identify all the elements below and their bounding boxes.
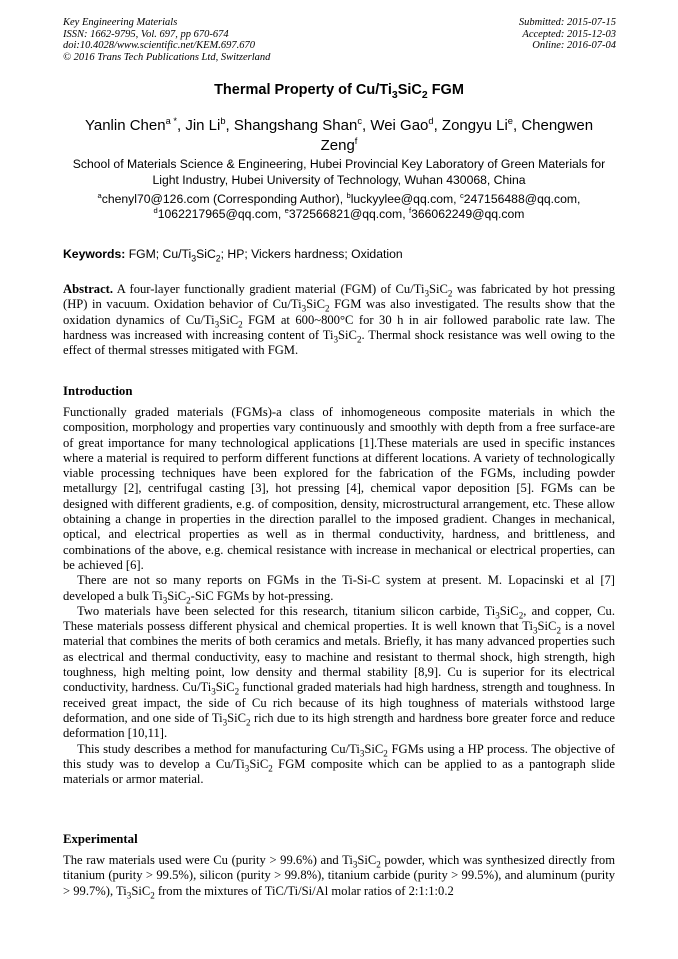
abstract: Abstract. A four-layer functionally gradient material (FGM) of $Cu/Ti_3SiC_2$ was fabricated by hot pressing (HP) in vacuum. Oxidation behavior of $Cu/Ti_3SiC_2$ FGM was also investigated. The results show that the oxidation dynamics of $Cu/Ti_3SiC_2$ FGM at 600~800°C for 30 h in air followed parabolic rate law. The hardness was increased with increasing content of $Ti_3SiC_2$. Thermal shock resistance was well owing to the effect of thermal stresses mitigated with FGM. (63, 282, 616, 358)
paragraph: The raw materials used were Cu (purity > 99.6%) and $Ti_3SiC_2$ powder, which was synthesized directly from titanium (purity > 99.5%), silicon (purity > 99.8%), titanium carbide (purity > 99.5%), and aluminum (purity > 99.7%), $Ti_3SiC_2$ from the mixtures of TiC/Ti/Si/Al molar ratios of 2:1:1:0.2 (63, 853, 615, 901)
abstract-label: Abstract. (63, 282, 114, 296)
journal-issn: ISSN: 1662-9795, Vol. 697, pp 670-674 (63, 28, 229, 40)
accepted-date: Accepted: 2015-12-03 (522, 28, 616, 40)
paragraph: There are not so many reports on FGMs in the Ti-Si-C system at present. M. Lopacinski et al [7] developed a bulk $Ti_3SiC_2$-SiC FGMs by hot-pressing. (63, 573, 615, 606)
paragraph: This study describes a method for manufacturing $Cu/Ti_3SiC_2$ FGMs using a HP process. The objective of this study was to develop a $Cu/Ti_3SiC_2$ FGM composite which can be applied to as a pantograph slide materials or armor material. (63, 741, 615, 787)
email[interactable]: $^f$366062249@qq.com (408, 205, 525, 221)
paragraph: Functionally graded materials (FGMs)-a class of inhomogeneous composite materials in which the composition, morphology and properties vary continuously and smoothly with depth from a free surface-are of great importance for many technological applications [1].These materials are used in specific instances where a material is required to perform different functions at different locations. A variety of technologically viable processing techniques have been explored for the fabrication of the FGMs, including powder metallurgy [2], centrifugal casting [3], hot pressing [4], chemical vapor deposition [5]. FGMs can be designed with different gradients, e.g. of composition, density, microstructural arrangement, etc. These allow obtaining a change in properties in the direction parallel to the imposed gradient. Changes in mechanical, optical, and electrical properties as well as in thermal conductivity, hardness, and brittleness, and combinations of the above, e.g. chemical resistance with increase in mechanical or electrical properties, can be achieved [6]. (63, 405, 615, 572)
experimental-body (63, 853, 615, 899)
submitted-date: Submitted: 2015-07-15 (518, 17, 616, 28)
paper-title: Thermal Property of $Cu/Ti_3SiC_2$ FGM (214, 82, 464, 101)
keywords-label: Keywords: (63, 247, 126, 261)
author-emails (70, 192, 608, 221)
email[interactable]: $^e$372566821@qq.com, (284, 205, 406, 221)
online-date: Online: 2016-07-04 (532, 40, 616, 52)
email[interactable]: $^b$luckyylee@qq.com, (346, 190, 457, 206)
submission-dates (519, 17, 616, 52)
section-heading-introduction: Introduction (63, 384, 133, 398)
author: Jin Li$^b$ (185, 116, 226, 134)
affiliation: School of Materials Science & Engineering, Hubei Provincial Key Laboratory of Green Materials for Light Industry, Hubei University of Technology, Wuhan 430068, China (72, 157, 606, 187)
journal-copyright: © 2016 Trans Tech Publications Ltd, Switzerland (63, 51, 271, 63)
author-list: Yanlin Chen$^{a *}$, Jin Li$^b$, Shangshang Shan$^c$, Wei Gao$^d$, Zongyu Li$^e$, Chengwen Zeng$^f$ (84, 116, 594, 154)
email[interactable]: $^c$247156488@qq.com, (459, 190, 581, 206)
author: Zongyu Li$^e$ (441, 116, 513, 134)
keywords: Keywords: FGM; $Cu/Ti_3SiC_2$; HP; Vickers hardness; Oxidation (63, 247, 403, 264)
paragraph: Two materials have been selected for this research, titanium silicon carbide, $Ti_3SiC_2$, and copper, Cu. These materials possess different physical and chemical properties. It is well known that $Ti_3SiC_2$ is a novel material that combines the merits of both ceramics and metals. Briefly, it has many advanced properties such as electrical and thermal conductivity, easy to machine and resistant to thermal shock, high strength, high toughness, high melting point, low density and thermal stability [8,9]. Cu is superior for its electrical conductivity, hardness. $Cu/Ti_3SiC_2$ functional graded materials had high hardness, strength and toughness. In received great impact, the side of Cu rich because of its high toughness of materials withstood large deformation, and one side of $Ti_3SiC_2$ rich due to its high strength and hardness bore greater force and reduce deformation [10,11]. (63, 603, 616, 741)
author: Shangshang Shan$^c$ (233, 116, 362, 134)
journal-info (63, 17, 270, 63)
introduction-body (63, 405, 615, 787)
section-heading-experimental: Experimental (63, 832, 138, 846)
author: Wei Gao$^d$ (370, 116, 434, 134)
author: Chengwen Zeng$^f$ (320, 117, 594, 154)
author: Yanlin Chen$^{a *}$ (84, 116, 177, 134)
email[interactable]: $^d$1062217965@qq.com, (153, 205, 282, 221)
email[interactable]: $^a$chenyl70@126.com (Corresponding Author), (97, 190, 344, 206)
journal-doi: doi:10.4028/www.scientific.net/KEM.697.670 (63, 40, 255, 52)
journal-name: Key Engineering Materials (63, 17, 178, 28)
